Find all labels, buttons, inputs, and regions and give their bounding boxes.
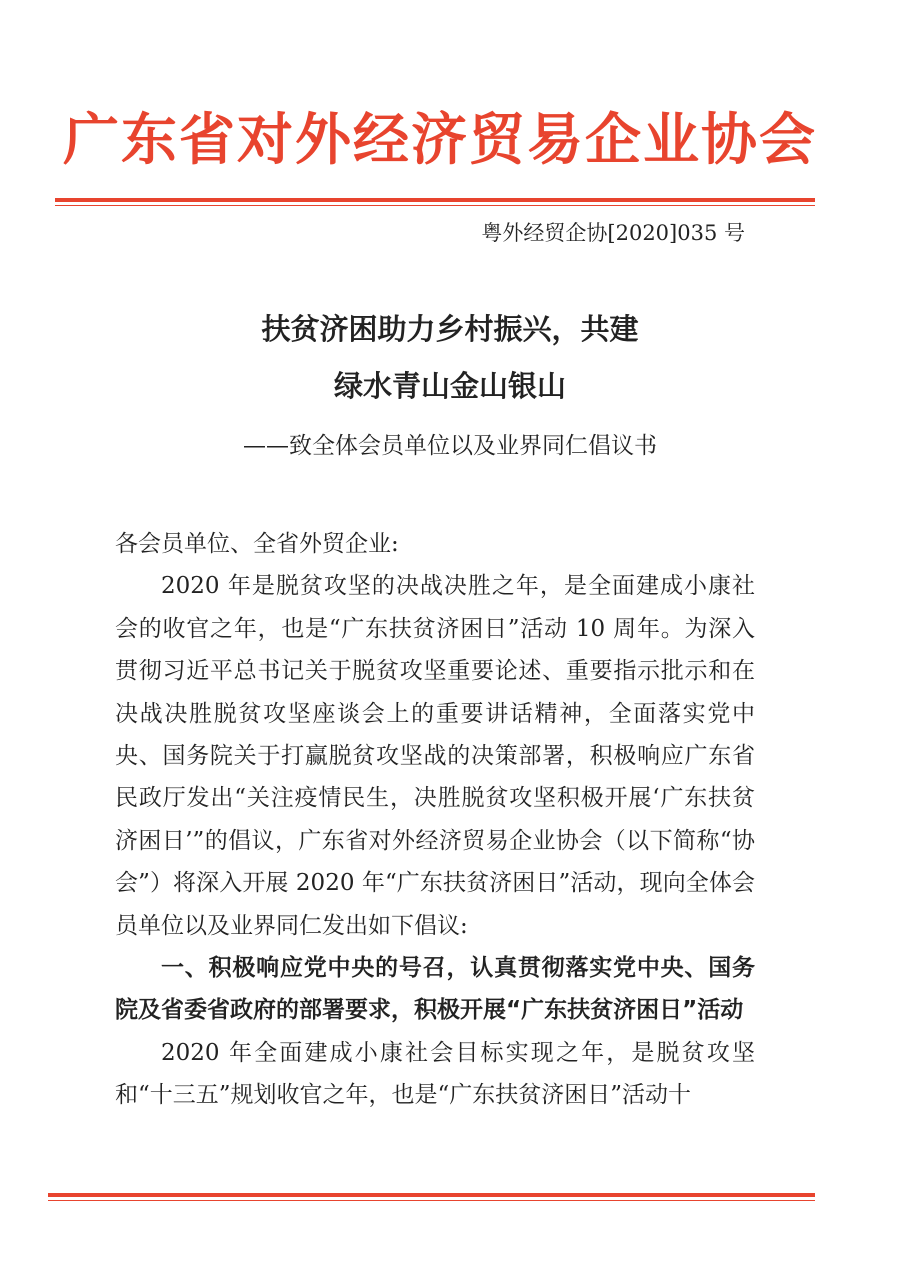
paragraph-section-1: 2020 年全面建成小康社会目标实现之年，是脱贫攻坚和“十三五”规划收官之年，也是“广东扶贫济困日”活动十 bbox=[115, 1039, 755, 1109]
document-title-line-1: 扶贫济困助力乡村振兴，共建 bbox=[261, 312, 639, 346]
document-title-line-2: 绿水青山金山银山 bbox=[333, 369, 566, 403]
document-body bbox=[115, 523, 755, 1117]
organization-letterhead: 广东省对外经济贸易企业协会 bbox=[63, 108, 817, 173]
paragraph-intro: 2020 年是脱贫攻坚的决战决胜之年，是全面建成小康社会的收官之年，也是“广东扶贫济困日”活动 10 周年。为深入贯彻习近平总书记关于脱贫攻坚重要论述、重要指示批示和在决战决胜脱贫攻坚座谈会上的重要讲话精神，全面落实党中央、国务院关于打赢脱贫攻坚战的决策部署，积极响应广东省民政厅发出“关注疫情民生，决胜脱贫攻坚积极开展‘广东扶贫济困日’”的倡议，广东省对外经济贸易企业协会（以下简称“协会”）将深入开展 2020 年“广东扶贫济困日”活动，现向全体会员单位以及业界同仁发出如下倡议: bbox=[115, 573, 755, 939]
document-subtitle: ——致全体会员单位以及业界同仁倡议书 bbox=[243, 433, 657, 459]
header-divider-thin bbox=[55, 205, 815, 206]
section-heading-1: 一、积极响应党中央的号召，认真贯彻落实党中央、国务院及省委省政府的部署要求，积极开展“广东扶贫济困日”活动 bbox=[115, 955, 755, 1024]
document-number: 粤外经贸企协[2020]035 号 bbox=[481, 221, 745, 245]
salutation: 各会员单位、全省外贸企业: bbox=[115, 531, 399, 557]
header-divider-thick bbox=[55, 198, 815, 202]
footer-divider-thick bbox=[48, 1193, 815, 1197]
footer-divider-thin bbox=[48, 1200, 815, 1201]
